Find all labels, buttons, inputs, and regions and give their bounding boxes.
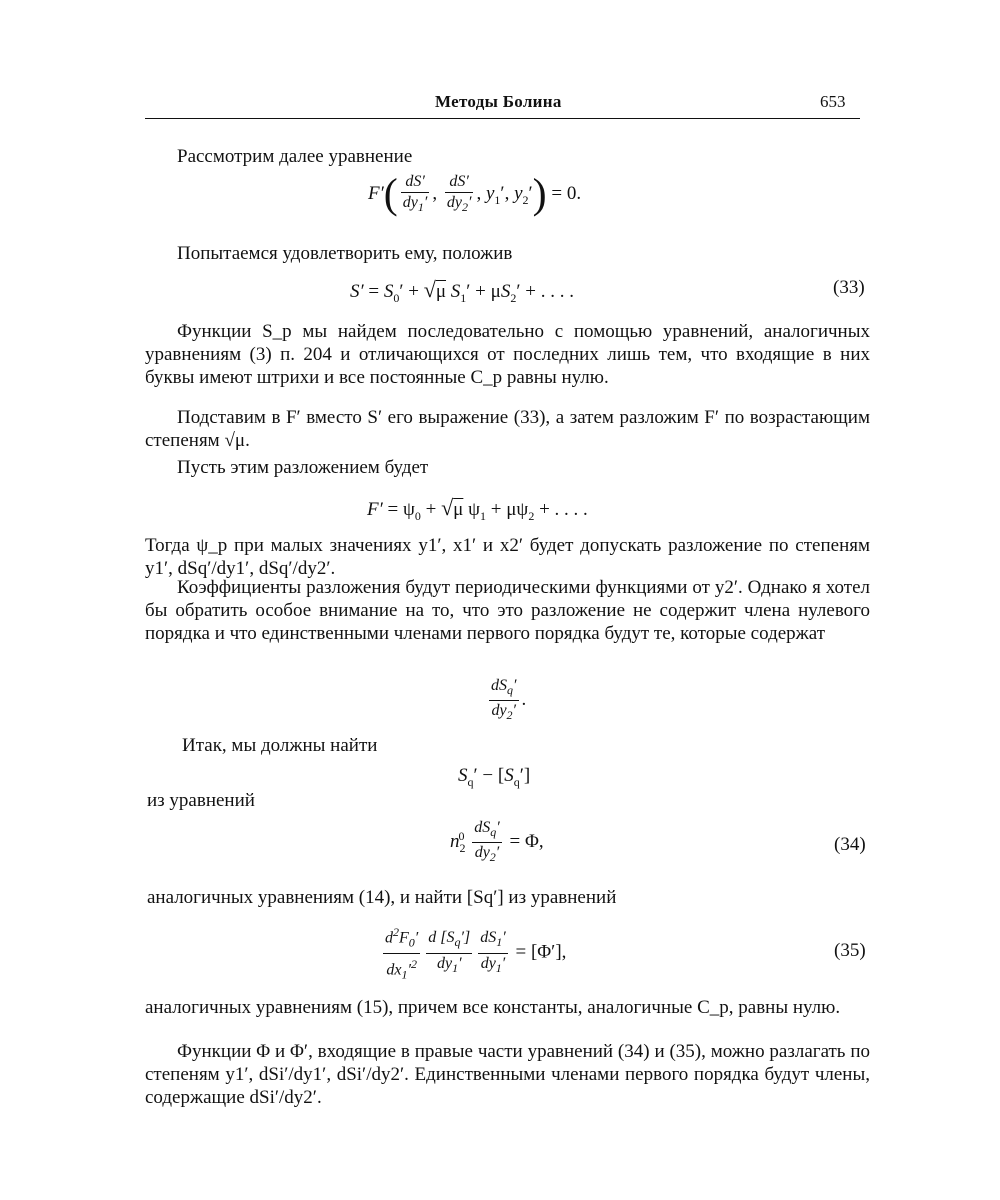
- equation-Sq-difference: $S_q' - [S_q']$: [458, 765, 531, 789]
- page-number: 653: [820, 92, 846, 111]
- equation-33: $S' = S_0' + √\mu$ $S_1' + \mu S_2'$ + . . . .: [350, 277, 574, 305]
- equation-34: $n_2^0$ $\frac{dS_q'}{dy_2'}$ = Φ,: [450, 819, 544, 865]
- paragraph-1: Рассмотрим далее уравнение: [177, 146, 413, 167]
- paragraph-2: Попытаемся удовлетворить ему, положив: [177, 243, 513, 264]
- paragraph-11: аналогичных уравнениям (15), причем все константы, аналогичные C_p, равны нулю.: [145, 997, 841, 1018]
- equation-F-prime: F′( $\frac{dS'}{dy_1'}$ , $\frac{dS'}{dy_2'}$ , $y_1'$, $y_2') = 0$.: [368, 171, 582, 218]
- paragraph-7: Коэффициенты разложения будут периодическими функциями от y2′. Однако я хотел бы обратить особое внимание на то, что это разложение не содержит члена нулевого порядка и что единственными членами первого порядка будут те, которые содержат: [145, 577, 870, 644]
- equation-35: $\frac{d^2F_0'}{dx_1'^2}$ $\frac{d [S_q']}{dy_1'}$ $\frac{dS_1'}{dy_1'}$ = [Φ′],: [380, 922, 566, 984]
- equation-34-number: (34): [834, 834, 866, 855]
- paragraph-4: Подставим в F′ вместо S′ его выражение (33), а затем разложим F′ по возрастающим степеням √μ.: [145, 407, 870, 451]
- paragraph-3: Функции S_p мы найдем последовательно с помощью уравнений, аналогичных уравнениям (3) п. 204 и отличающихся от последних лишь тем, что входящие в них буквы имеют штрихи и все постоянные C_p равны нулю.: [145, 321, 870, 388]
- paragraph-10: аналогичных уравнениям (14), и найти [Sq′] из уравнений: [147, 887, 617, 908]
- equation-F-expansion: $F' = \psi_0 + √\mu$ $\psi_1 + \mu\psi_2$ + . . . .: [367, 495, 588, 523]
- equation-35-number: (35): [834, 940, 866, 961]
- header-rule: [145, 118, 860, 119]
- equation-33-number: (33): [833, 277, 865, 298]
- paragraph-6: Тогда ψ_p при малых значениях y1′, x1′ и x2′ будет допускать разложение по степеням y1′, dSq′/dy1′, dSq′/dy2′.: [145, 535, 870, 579]
- paragraph-12: Функции Φ и Φ′, входящие в правые части уравнений (34) и (35), можно разлагать по степеням y1′, dSi′/dy1′, dSi′/dy2′. Единственными членами первого порядка будут члены, содержащие dSi′/dy2′.: [145, 1041, 870, 1108]
- running-header-title: Методы Болина: [435, 92, 562, 111]
- paragraph-8: Итак, мы должны найти: [182, 735, 378, 756]
- paragraph-5: Пусть этим разложением будет: [177, 457, 429, 478]
- equation-dSq-dy2: $\frac{dS_q'}{dy_2'}$ .: [491, 677, 527, 723]
- paragraph-9: из уравнений: [147, 790, 255, 811]
